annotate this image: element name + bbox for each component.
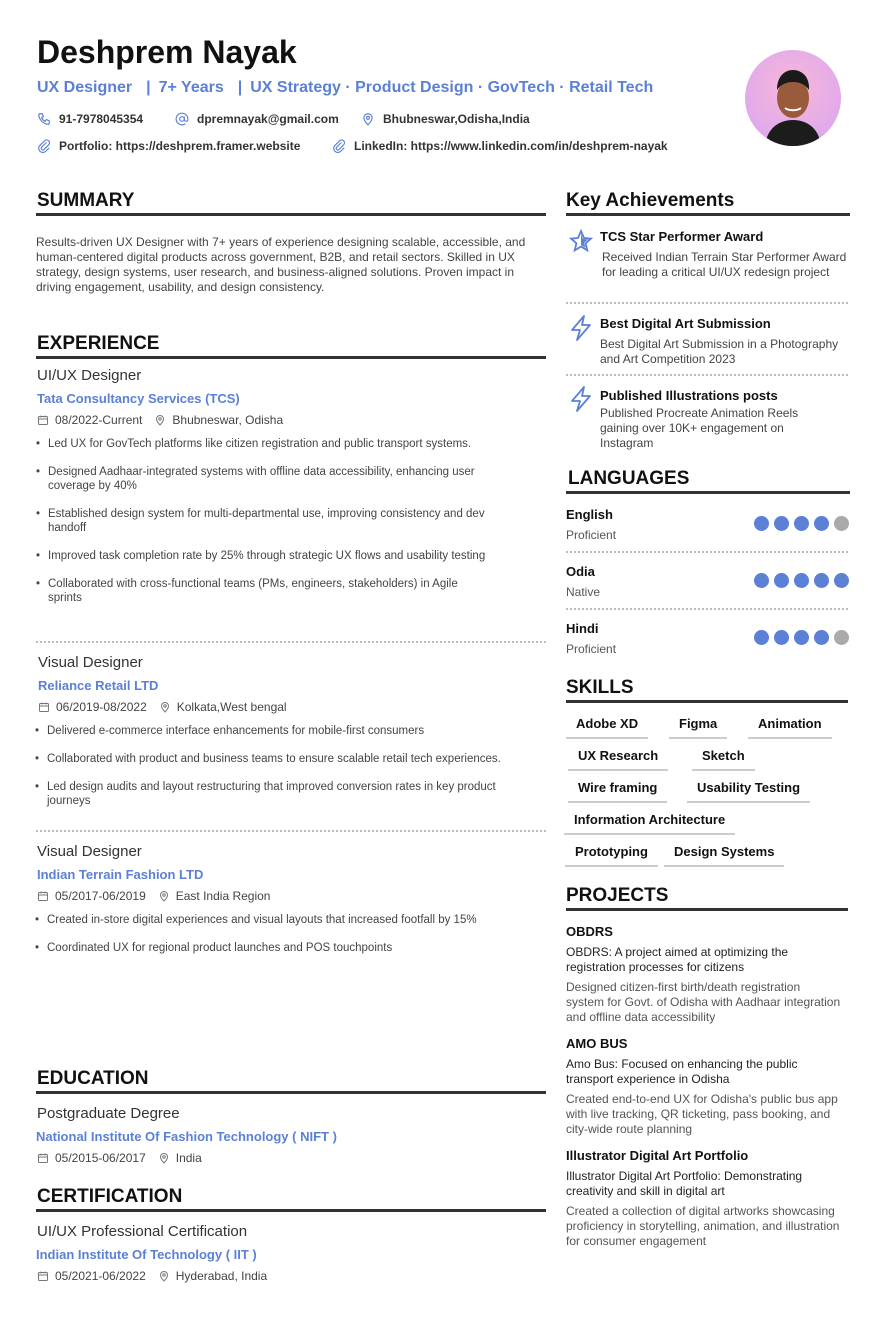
education-title: EDUCATION <box>37 1068 149 1089</box>
rating-dot-filled <box>814 516 829 531</box>
project-subtitle: Amo Bus: Focused on enhancing the public transport experience in Odisha <box>566 1057 798 1086</box>
list-item: • Improved task completion rate by 25% through strategic UX flows and usability testing <box>36 549 486 563</box>
section-divider <box>36 1209 546 1212</box>
job-bullets <box>35 913 505 969</box>
dotted-divider <box>566 551 848 553</box>
calendar-icon <box>37 1152 49 1164</box>
location-pin-icon <box>158 890 170 902</box>
language-name: Odia <box>566 564 595 579</box>
location-pin-icon <box>158 1270 170 1282</box>
job-bullets <box>36 437 486 619</box>
achievement-title: Best Digital Art Submission <box>600 316 771 331</box>
job-dates: 05/2017-06/2019 <box>55 889 146 903</box>
school-name: National Institute Of Fashion Technology ( NIFT ) <box>36 1129 337 1144</box>
language-level: Native <box>566 585 601 599</box>
rating-dot-filled <box>774 630 789 645</box>
section-divider <box>36 213 546 216</box>
summary-text: Results-driven UX Designer with 7+ years of experience designing scalable, accessible, and human-centered digital products across government, B2B, and retail sectors. Skilled in UX strategy, design systems, user research, and business-aligned solutions. Proven impact in driving engagement, usability, and design consistency. <box>36 235 526 294</box>
company-name: Reliance Retail LTD <box>38 678 159 693</box>
skills-title: SKILLS <box>566 677 634 698</box>
certification-school: Indian Institute Of Technology ( IIT ) <box>36 1247 257 1262</box>
skill-tag: Information Architecture <box>564 812 735 835</box>
location-pin-icon <box>158 1152 170 1164</box>
certification-name: UI/UX Professional Certification <box>37 1223 248 1240</box>
skill-tag: Wire framing <box>568 780 667 803</box>
achievement-title: Published Illustrations posts <box>600 388 778 403</box>
email-address[interactable]: dpremnayak@gmail.com <box>197 112 339 126</box>
job-location: East India Region <box>175 889 271 903</box>
project-title: OBDRS <box>566 924 613 939</box>
section-divider <box>566 908 848 911</box>
project-title: Illustrator Digital Art Portfolio <box>566 1148 749 1163</box>
job-title: Visual Designer <box>37 843 142 860</box>
section-divider <box>36 356 546 359</box>
achievements-title: Key Achievements <box>566 190 735 211</box>
list-item: • Led design audits and layout restructuring that improved conversion rates in key product journeys <box>35 780 505 808</box>
job-title: UI/UX Designer <box>37 367 142 384</box>
language-level: Proficient <box>566 528 617 542</box>
rating-dot-filled <box>814 573 829 588</box>
skill-tag: UX Research <box>568 748 668 771</box>
location-pin-icon <box>154 414 166 426</box>
at-icon <box>175 112 189 126</box>
list-item: • Delivered e-commerce interface enhancements for mobile-first consumers <box>35 724 505 738</box>
education-dates: 05/2015-06/2017 <box>55 1151 146 1165</box>
achievement-title: TCS Star Performer Award <box>600 229 764 244</box>
project-desc: Created end-to-end UX for Odisha's public bus app with live tracking, QR ticketing, pass booking, and city-wide route planning <box>566 1092 838 1136</box>
experience-title: EXPERIENCE <box>37 333 160 354</box>
rating-dot-filled <box>754 516 769 531</box>
bolt-icon <box>569 315 593 341</box>
phone-icon <box>37 112 51 126</box>
language-rating <box>754 516 849 531</box>
list-item: • Designed Aadhaar-integrated systems with offline data accessibility, enhancing user coverage by 40% <box>36 465 486 493</box>
dotted-divider <box>36 641 546 643</box>
section-divider <box>566 700 848 703</box>
rating-dot-empty <box>834 630 849 645</box>
years-experience: 7+ Years <box>158 79 224 96</box>
rating-dot-empty <box>834 516 849 531</box>
skill-tag: Animation <box>748 716 832 739</box>
language-level: Proficient <box>566 642 617 656</box>
job-meta <box>38 700 287 714</box>
rating-dot-filled <box>774 516 789 531</box>
home-location: Bhubneswar,Odisha,India <box>383 112 530 126</box>
phone-contact <box>37 112 143 126</box>
paperclip-icon <box>37 139 51 153</box>
section-divider <box>36 1091 546 1094</box>
dotted-divider <box>566 374 848 376</box>
job-title: Visual Designer <box>38 654 143 671</box>
rating-dot-filled <box>754 630 769 645</box>
rating-dot-filled <box>794 516 809 531</box>
project-subtitle: OBDRS: A project aimed at optimizing the registration processes for citizens <box>566 945 789 974</box>
phone-number: 91-7978045354 <box>59 112 144 126</box>
rating-dot-filled <box>814 630 829 645</box>
language-rating <box>754 630 849 645</box>
portfolio-url[interactable]: Portfolio: https://deshprem.framer.website <box>59 139 301 153</box>
list-item: • Created in-store digital experiences and visual layouts that increased footfall by 15% <box>35 913 505 927</box>
avatar <box>745 50 841 146</box>
bolt-icon <box>569 386 593 412</box>
language-name: English <box>566 507 613 522</box>
languages-title: LANGUAGES <box>568 468 690 489</box>
rating-dot-filled <box>794 630 809 645</box>
star-icon <box>569 229 593 253</box>
portfolio-link[interactable] <box>37 139 300 153</box>
certification-dates: 05/2021-06/2022 <box>55 1269 146 1283</box>
skill-tag: Usability Testing <box>687 780 810 803</box>
rating-dot-filled <box>754 573 769 588</box>
skill-tag: Design Systems <box>664 844 784 867</box>
separator: | <box>237 79 243 96</box>
language-rating <box>754 573 849 588</box>
company-name: Indian Terrain Fashion LTD <box>37 867 204 882</box>
job-dates: 08/2022-Current <box>55 413 143 427</box>
skill-tag: Figma <box>669 716 727 739</box>
projects-title: PROJECTS <box>566 885 669 906</box>
focus-areas: UX Strategy · Product Design · GovTech · Retail Tech <box>250 79 654 96</box>
job-location: Kolkata,West bengal <box>176 700 287 714</box>
separator: | <box>146 79 151 96</box>
certification-title: CERTIFICATION <box>37 1186 183 1207</box>
calendar-icon <box>38 701 50 713</box>
dotted-divider <box>566 608 848 610</box>
job-location: Bhubneswar, Odisha <box>172 413 284 427</box>
education-location: India <box>175 1151 202 1165</box>
candidate-name: Deshprem Nayak <box>37 34 297 70</box>
achievement-desc: Received Indian Terrain Star Performer Award for leading a critical UI/UX redesign project <box>602 250 847 279</box>
project-desc: Designed citizen-first birth/death registration system for Govt. of Odisha with Aadhaar integration and offline data accessibility <box>566 980 841 1024</box>
header-roles <box>37 79 653 97</box>
company-name: Tata Consultancy Services (TCS) <box>37 391 240 406</box>
degree-name: Postgraduate Degree <box>37 1105 180 1122</box>
location-pin-icon <box>159 701 171 713</box>
job-meta <box>37 413 283 427</box>
education-meta <box>37 1151 202 1165</box>
list-item: • Established design system for multi-departmental use, improving consistency and dev handoff <box>36 507 486 535</box>
rating-dot-filled <box>774 573 789 588</box>
skill-tag: Prototyping <box>565 844 658 867</box>
list-item: • Collaborated with cross-functional teams (PMs, engineers, stakeholders) in Agile sprints <box>36 577 486 605</box>
language-name: Hindi <box>566 621 599 636</box>
calendar-icon <box>37 1270 49 1282</box>
skill-tag: Sketch <box>692 748 755 771</box>
skill-tag: Adobe XD <box>566 716 648 739</box>
achievement-desc: Published Procreate Animation Reels gaining over 10K+ engagement on Instagram <box>600 406 799 450</box>
rating-dot-filled <box>794 573 809 588</box>
project-subtitle: Illustrator Digital Art Portfolio: Demonstrating creativity and skill in digital art <box>566 1169 803 1198</box>
role-title: UX Designer <box>37 79 133 96</box>
job-meta <box>37 889 270 903</box>
linkedin-link[interactable] <box>332 139 668 153</box>
certification-location: Hyderabad, India <box>175 1269 268 1283</box>
summary-title: SUMMARY <box>37 190 135 211</box>
list-item: • Led UX for GovTech platforms like citizen registration and public transport systems. <box>36 437 486 451</box>
dotted-divider <box>566 302 848 304</box>
paperclip-icon <box>332 139 346 153</box>
certification-meta <box>37 1269 267 1283</box>
project-desc: Created a collection of digital artworks showcasing proficiency in storytelling, animation, and illustration for consumer engagement <box>566 1204 840 1248</box>
rating-dot-filled <box>834 573 849 588</box>
list-item: • Collaborated with product and business teams to ensure scalable retail tech experiences. <box>35 752 505 766</box>
job-dates: 06/2019-08/2022 <box>56 700 147 714</box>
list-item: • Coordinated UX for regional product launches and POS touchpoints <box>35 941 505 955</box>
email-contact[interactable] <box>175 112 339 126</box>
section-divider <box>566 491 850 494</box>
calendar-icon <box>37 414 49 426</box>
job-bullets <box>35 724 505 822</box>
linkedin-url[interactable]: LinkedIn: https://www.linkedin.com/in/deshprem-nayak <box>354 139 668 153</box>
calendar-icon <box>37 890 49 902</box>
section-divider <box>566 213 850 216</box>
dotted-divider <box>36 830 546 832</box>
location-pin-icon <box>361 112 375 126</box>
project-title: AMO BUS <box>566 1036 628 1051</box>
achievement-desc: Best Digital Art Submission in a Photography and Art Competition 2023 <box>600 337 839 366</box>
location-contact <box>361 112 530 126</box>
